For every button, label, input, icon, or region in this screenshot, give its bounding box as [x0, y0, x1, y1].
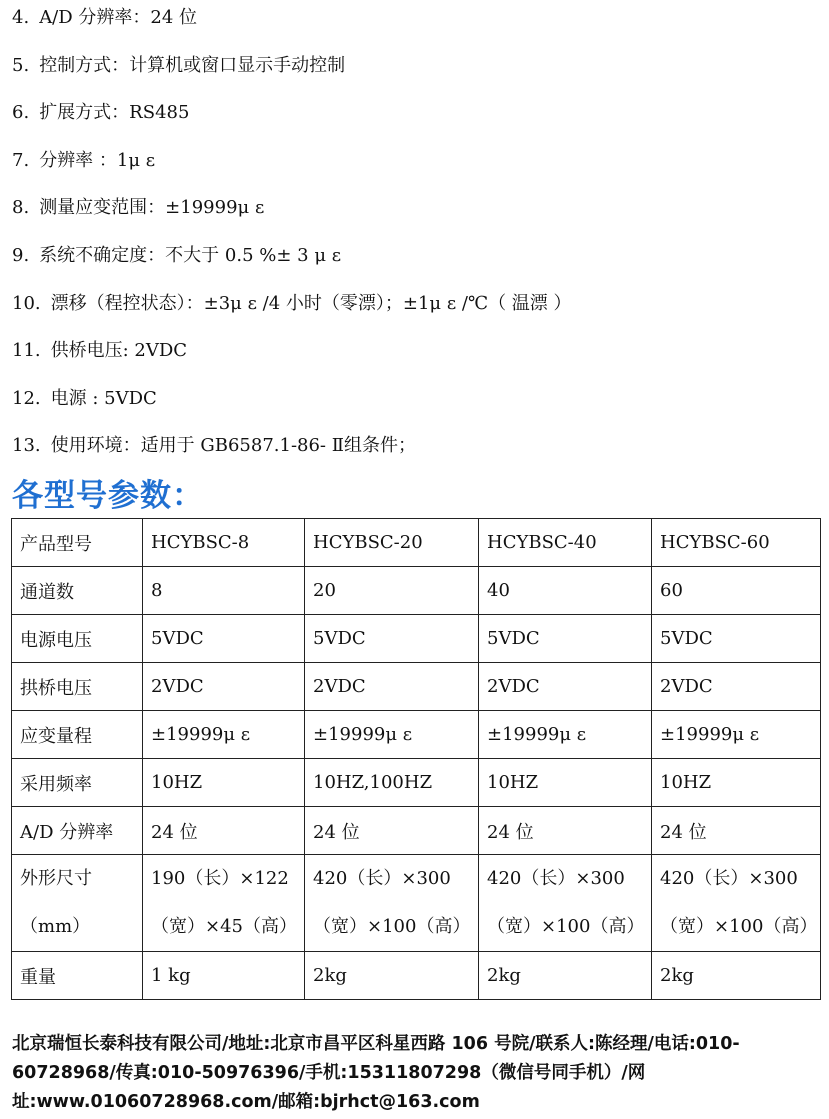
table-cell	[143, 855, 305, 952]
table-cell	[479, 855, 652, 952]
table-cell: HCYBSC-8	[143, 519, 305, 567]
table-cell: 10HZ,100HZ	[305, 759, 479, 807]
spec-item	[12, 95, 822, 143]
table-cell: 2kg	[479, 952, 652, 1000]
table-cell: 1 kg	[143, 952, 305, 1000]
table-cell: 20	[305, 567, 479, 615]
params-table	[11, 518, 821, 1000]
table-cell: 通道数	[12, 567, 143, 615]
table-cell: 2kg	[652, 952, 821, 1000]
spec-item-text: 漂移（程控状态）：±3μ ε /4 小时（零漂）；±1μ ε /℃（ 温漂 ）	[50, 292, 572, 314]
table-cell: 10HZ	[479, 759, 652, 807]
table-row	[12, 807, 821, 855]
table-row-size	[12, 855, 821, 952]
spec-item-number: 12.	[12, 387, 41, 409]
spec-list	[12, 0, 822, 476]
contact-text: 北京瑞恒长泰科技有限公司/地址:北京市昌平区科星西路 106 号院/联系人:陈经理/电话:010-60728968/传真:010-50976396/手机:15311807298（微信号同手机）/网址:www.01060728968.com/邮箱:bjrhct@163.com	[12, 1034, 740, 1112]
spec-item	[12, 238, 822, 286]
table-cell: HCYBSC-40	[479, 519, 652, 567]
cell-line: 外形尺寸	[20, 868, 92, 889]
table-cell	[652, 855, 821, 952]
table-cell: 24 位	[143, 807, 305, 855]
spec-item-text: A/D 分辨率：24 位	[39, 7, 198, 28]
table-cell: 10HZ	[652, 759, 821, 807]
table-cell: 60	[652, 567, 821, 615]
table-cell: 24 位	[479, 807, 652, 855]
spec-item	[12, 333, 822, 381]
spec-item	[12, 143, 822, 191]
spec-item-text: 控制方式：计算机或窗口显示手动控制	[39, 54, 346, 76]
spec-item-number: 10.	[12, 292, 41, 314]
table-cell: ±19999μ ε	[652, 711, 821, 759]
table-cell: ±19999μ ε	[305, 711, 479, 759]
cell-line: （mm）	[20, 916, 91, 937]
spec-item-text: 电源 : 5VDC	[50, 387, 157, 409]
table-cell: A/D 分辨率	[12, 807, 143, 855]
spec-item-number: 4.	[12, 7, 30, 28]
table-cell: HCYBSC-20	[305, 519, 479, 567]
table-cell: 24 位	[652, 807, 821, 855]
table-cell: 24 位	[305, 807, 479, 855]
table-row	[12, 711, 821, 759]
table-cell: 采用频率	[12, 759, 143, 807]
table-cell: 10HZ	[143, 759, 305, 807]
table-cell	[12, 855, 143, 952]
table-cell: ±19999μ ε	[143, 711, 305, 759]
cell-line: （宽）×100（高）	[313, 916, 471, 937]
table-cell: 2VDC	[652, 663, 821, 711]
spec-item-text: 扩展方式：RS485	[39, 102, 190, 124]
table-cell: 电源电压	[12, 615, 143, 663]
table-cell: 8	[143, 567, 305, 615]
spec-item-number: 8.	[12, 197, 30, 219]
table-cell: 5VDC	[652, 615, 821, 663]
table-cell: 40	[479, 567, 652, 615]
table-cell: ±19999μ ε	[479, 711, 652, 759]
spec-item-number: 7.	[12, 149, 30, 171]
cell-line: 190（长）×122	[151, 868, 289, 889]
spec-item	[12, 428, 822, 476]
cell-line: （宽）×100（高）	[660, 916, 818, 937]
table-cell: 5VDC	[143, 615, 305, 663]
table-header-row	[12, 519, 821, 567]
spec-item	[12, 0, 822, 48]
section-title: 各型号参数：	[12, 478, 204, 514]
spec-item-number: 11.	[12, 340, 41, 362]
cell-line: （宽）×45（高）	[151, 916, 297, 937]
table-cell: 2VDC	[143, 663, 305, 711]
table-row	[12, 952, 821, 1000]
table-cell: 5VDC	[479, 615, 652, 663]
spec-item-number: 13.	[12, 435, 41, 457]
table-row	[12, 663, 821, 711]
table-cell: 重量	[12, 952, 143, 1000]
cell-line: （宽）×100（高）	[487, 916, 645, 937]
spec-item-number: 5.	[12, 54, 30, 76]
table-row	[12, 615, 821, 663]
spec-item-text: 使用环境：适用于 GB6587.1-86- Ⅱ组条件；	[50, 435, 416, 457]
table-cell: 2kg	[305, 952, 479, 1000]
cell-line: 420（长）×300	[487, 868, 625, 889]
table-cell: 产品型号	[12, 519, 143, 567]
cell-line: 420（长）×300	[660, 868, 798, 889]
spec-item	[12, 381, 822, 429]
spec-item	[12, 48, 822, 96]
table-cell: HCYBSC-60	[652, 519, 821, 567]
table-cell	[305, 855, 479, 952]
cell-line: 420（长）×300	[313, 868, 451, 889]
spec-item-number: 9.	[12, 244, 30, 266]
table-cell: 2VDC	[479, 663, 652, 711]
spec-item-text: 系统不确定度：不大于 0.5 %± 3 μ ε	[39, 244, 342, 266]
table-row	[12, 567, 821, 615]
spec-item-text: 测量应变范围：±19999μ ε	[39, 197, 265, 219]
contact-footer	[12, 1030, 824, 1117]
table-cell: 应变量程	[12, 711, 143, 759]
spec-item	[12, 286, 822, 334]
table-cell: 拱桥电压	[12, 663, 143, 711]
table-row	[12, 759, 821, 807]
table-cell: 2VDC	[305, 663, 479, 711]
table-cell: 5VDC	[305, 615, 479, 663]
spec-item-text: 分辨率 ：1μ ε	[39, 149, 156, 171]
spec-item-text: 供桥电压: 2VDC	[50, 340, 188, 362]
spec-item-number: 6.	[12, 102, 30, 124]
spec-item	[12, 190, 822, 238]
